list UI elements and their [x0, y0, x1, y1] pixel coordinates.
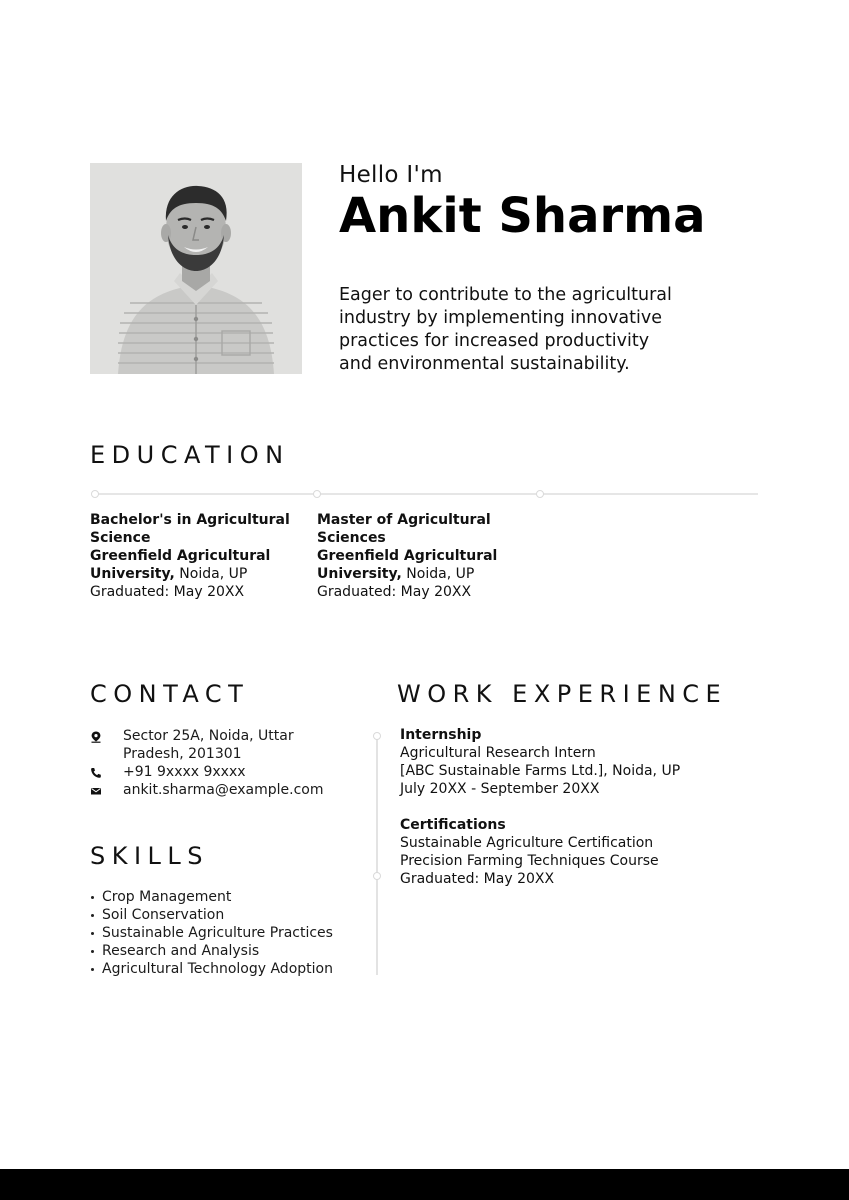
- contact-phone: [90, 763, 350, 781]
- skill-item: Agricultural Technology Adoption: [90, 960, 333, 978]
- certification-item: Precision Farming Techniques Course: [400, 853, 659, 869]
- work-item-internship: [400, 726, 730, 798]
- education-item-bachelors: [90, 511, 295, 601]
- phone-text[interactable]: +91 9xxxx 9xxxx: [123, 764, 246, 780]
- education-item-masters: [317, 511, 507, 601]
- education-timeline-dot: [91, 490, 99, 498]
- contact-list: [90, 727, 350, 799]
- education-heading: EDUCATION: [90, 441, 290, 469]
- education-timeline-dot: [313, 490, 321, 498]
- email-text[interactable]: ankit.sharma@example.com: [123, 782, 324, 798]
- school-name: Greenfield Agricultural University,: [317, 548, 498, 582]
- school-name: Greenfield Agricultural University,: [90, 548, 271, 582]
- contact-address: [90, 727, 350, 763]
- school-location: Noida, UP: [401, 566, 475, 582]
- school-line: [90, 547, 295, 583]
- contact-email: [90, 781, 350, 799]
- education-timeline-dot: [536, 490, 544, 498]
- skills-list: [90, 888, 333, 978]
- contact-heading: CONTACT: [90, 680, 250, 708]
- envelope-icon: [90, 784, 102, 796]
- school-line: [317, 547, 507, 583]
- work-company: [ABC Sustainable Farms Ltd.], Noida, UP: [400, 763, 681, 779]
- certification-item: Graduated: May 20XX: [400, 871, 555, 887]
- skills-heading: SKILLS: [90, 842, 210, 870]
- certifications-heading: Certifications: [400, 817, 506, 833]
- work-item-heading: Internship: [400, 727, 482, 743]
- skill-item: Sustainable Agriculture Practices: [90, 924, 333, 942]
- candidate-name: Ankit Sharma: [339, 188, 706, 244]
- skill-item: Crop Management: [90, 888, 333, 906]
- footer-bar: [0, 1169, 849, 1200]
- work-role: Agricultural Research Intern: [400, 745, 596, 761]
- work-experience-heading: WORK EXPERIENCE: [397, 680, 728, 708]
- degree-title: Bachelor's in Agricultural Science: [90, 512, 290, 546]
- graduation-date: Graduated: May 20XX: [317, 584, 472, 600]
- phone-icon: [90, 766, 102, 778]
- skill-item: Research and Analysis: [90, 942, 333, 960]
- work-timeline-dot: [373, 872, 381, 880]
- work-item-certifications: [400, 816, 730, 888]
- school-location: Noida, UP: [174, 566, 248, 582]
- certification-item: Sustainable Agriculture Certification: [400, 835, 654, 851]
- work-dates: July 20XX - September 20XX: [400, 781, 600, 797]
- education-timeline-line: [95, 493, 758, 495]
- greeting-text: Hello I'm: [339, 162, 443, 188]
- location-pin-icon: [90, 730, 102, 742]
- degree-title: Master of Agricultural Sciences: [317, 512, 491, 546]
- graduation-date: Graduated: May 20XX: [90, 584, 245, 600]
- person-portrait-illustration: [90, 163, 302, 374]
- address-text: Sector 25A, Noida, Uttar Pradesh, 201301: [123, 728, 294, 762]
- work-timeline-line: [376, 737, 378, 975]
- work-timeline-dot: [373, 732, 381, 740]
- profile-photo: [90, 163, 302, 374]
- profile-summary: Eager to contribute to the agricultural industry by implementing innovative practices for increased productivity and environmental sustainability.: [339, 285, 672, 374]
- skill-item: Soil Conservation: [90, 906, 333, 924]
